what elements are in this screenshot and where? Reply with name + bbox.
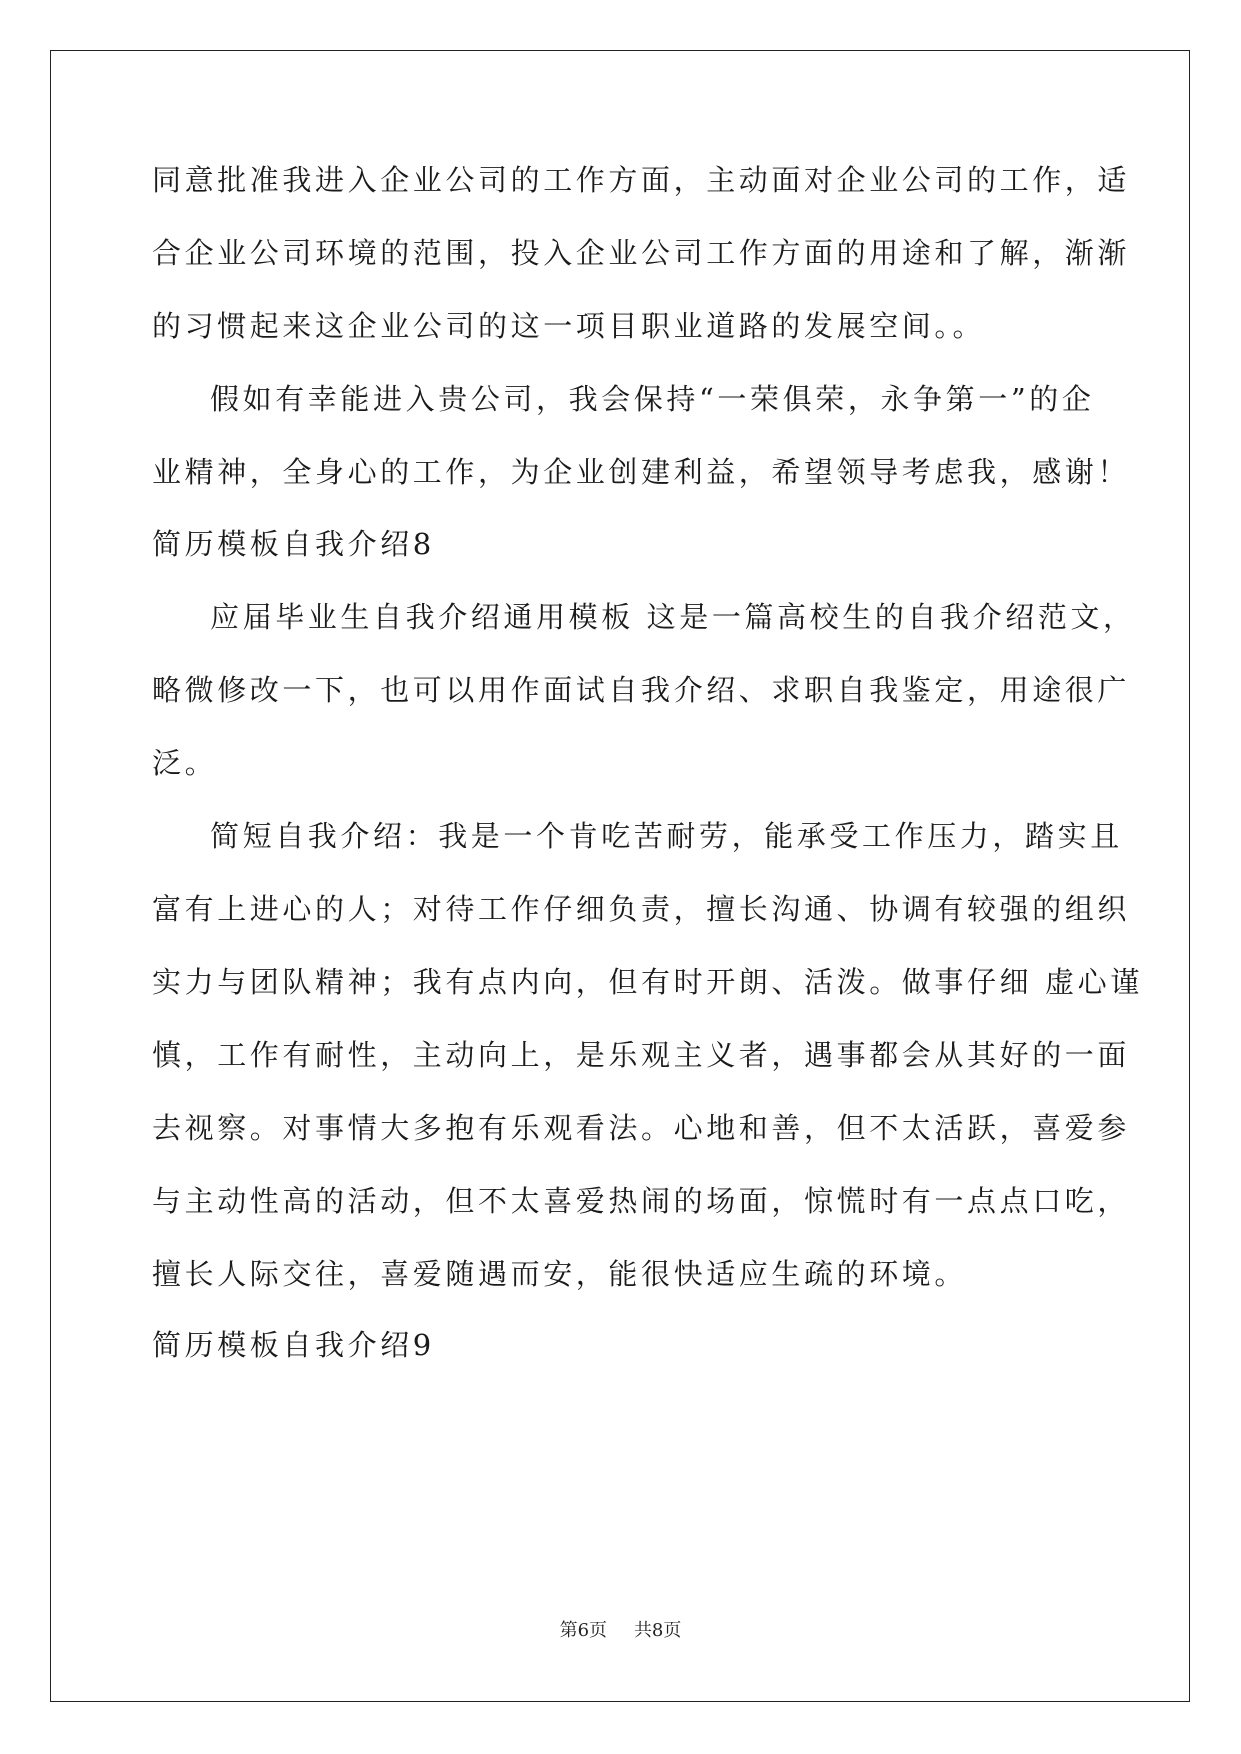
page-footer: [0, 1616, 1241, 1642]
section-heading: 简历模板自我介绍9: [152, 1328, 435, 1362]
paragraph-line: 业精神，全身心的工作，为企业创建利益，希望领导考虑我，感谢！: [152, 455, 1131, 489]
paragraph-line: 同意批准我进入企业公司的工作方面，主动面对企业公司的工作，适: [152, 163, 1131, 197]
page-total: 共8页: [633, 1620, 682, 1641]
paragraph-line: 泛。: [152, 746, 218, 780]
paragraph-line: 实力与团队精神；我有点内向，但有时开朗、活泼。做事仔细 虚心谨: [152, 965, 1143, 999]
paragraph-line: 假如有幸能进入贵公司，我会保持“一荣俱荣，永争第一”的企: [210, 382, 1095, 416]
page-border: [50, 50, 1190, 1702]
paragraph-line: 富有上进心的人；对待工作仔细负责，擅长沟通、协调有较强的组织: [152, 892, 1131, 926]
paragraph-line: 略微修改一下，也可以用作面试自我介绍、求职自我鉴定，用途很广: [152, 673, 1131, 707]
paragraph-line: 慎，工作有耐性，主动向上，是乐观主义者，遇事都会从其好的一面: [152, 1038, 1131, 1072]
paragraph-line: 去视察。对事情大多抱有乐观看法。心地和善，但不太活跃，喜爱参: [152, 1111, 1131, 1145]
paragraph-line: 与主动性高的活动，但不太喜爱热闹的场面，惊慌时有一点点口吃，: [152, 1184, 1131, 1218]
section-heading: 简历模板自我介绍8: [152, 527, 435, 561]
paragraph-line: 简短自我介绍：我是一个肯吃苦耐劳，能承受工作压力，踏实且: [210, 819, 1123, 853]
paragraph-line: 擅长人际交往，喜爱随遇而安，能很快适应生疏的环境。: [152, 1257, 968, 1291]
paragraph-line: 的习惯起来这企业公司的这一项目职业道路的发展空间。。: [152, 309, 986, 343]
page-number: 第6页: [559, 1620, 608, 1641]
paragraph-line: 应届毕业生自我介绍通用模板 这是一篇高校生的自我介绍范文，: [210, 600, 1136, 634]
paragraph-line: 合企业公司环境的范围，投入企业公司工作方面的用途和了解，渐渐: [152, 236, 1131, 270]
